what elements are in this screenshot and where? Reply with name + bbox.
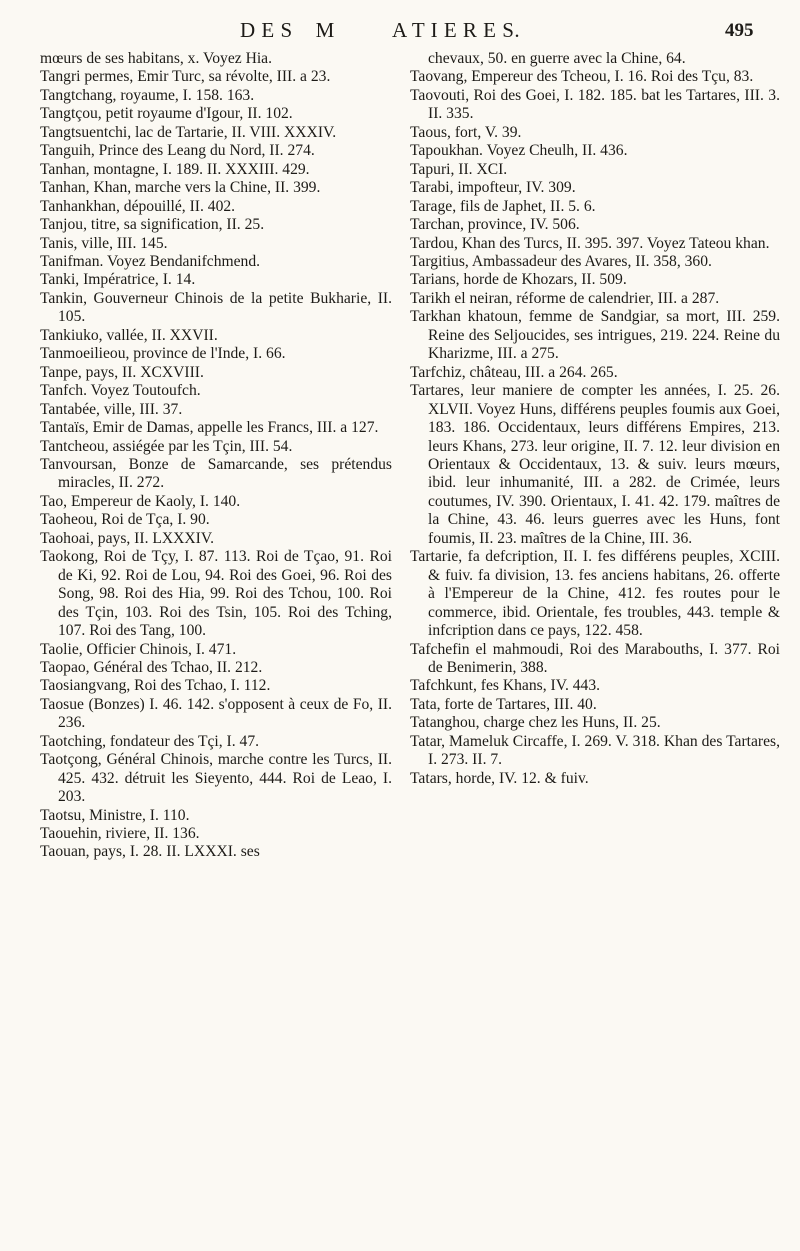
index-entry: Tanhan, Khan, marche vers la Chine, II. 399. [40,179,321,197]
index-entry: Taosue (Bonzes) I. 46. 142. s'opposent à ceux de Fo, II. 236. [40,695,392,732]
index-entry: Taolie, Officier Chinois, I. 471. [40,640,237,658]
index-entry: Tanifman. Voyez Bendanifchmend. [40,252,261,270]
running-header [0,8,800,48]
index-column-right [410,50,780,788]
index-entry: Taouan, pays, I. 28. II. LXXXI. ses [40,843,260,861]
index-entry: Tarians, horde de Khozars, II. 509. [410,271,627,289]
index-entry: Tarkhan khatoun, femme de Sandgiar, sa mort, III. 259. Reine des Seljoucides, ses intrigues, 219. 224. Reine du Kharizme, III. a 275. [410,308,780,363]
index-entry: Tarage, fils de Japhet, II. 5. 6. [410,197,596,215]
index-entry: Tartarie, fa defcription, II. I. fes différens peuples, XCIII. & fuiv. fa division, 13. fes anciens habitans, 26. offerte à l'Empereur de la Chine, 412. fes routes pour le commerce, ibid. Orientale, fes troubles, 443. temple & infcription dans ce pays, 122. 458. [410,548,780,640]
index-entry: Tapoukhan. Voyez Cheulh, II. 436. [410,142,628,160]
index-entry: Tanhankhan, dépouillé, II. 402. [40,197,236,215]
index-entry: Tartares, leur maniere de compter les années, I. 25. 26. XLVII. Voyez Huns, différens peuples foumis aux Goei, 183. 186. Occidentaux, leurs différens Empires, 213. leurs Khans, 273. leur origine, II. 7. 12. leur division en Orientaux & Occidentaux, 13. & suiv. leurs mœurs, ibid. leur inhumanité, III. a 282. de Crimée, leurs coutumes, IV. 390. Orientaux, I. 41. 42. 179. maîtres de la Chine, 43. 46. leurs guerres avec les Huns, font foumis, II. 23. maîtres de la Chine, III. 36. [410,382,780,547]
page-number: 495 [725,20,754,41]
index-entry: Tarfchiz, château, III. a 264. 265. [410,363,618,381]
index-entry: Tanpe, pays, II. XCXVIII. [40,363,204,381]
index-entry: Tantabée, ville, III. 37. [40,400,183,418]
index-column-left [40,50,392,862]
index-entry: Tanjou, titre, sa signification, II. 25. [40,216,265,234]
index-entry: Tantaïs, Emir de Damas, appelle les Francs, III. a 127. [40,419,379,437]
index-entry: Targitius, Ambassadeur des Avares, II. 358, 360. [410,252,712,270]
index-entry: Taovang, Empereur des Tcheou, I. 16. Roi des Tçu, 83. [410,68,754,86]
index-entry: Tankin, Gouverneur Chinois de la petite Bukharie, II. 105. [40,289,392,326]
index-entry-continuation: chevaux, 50. en guerre avec la Chine, 64. [428,50,686,67]
index-entry: Tankiuko, vallée, II. XXVII. [40,326,218,344]
index-entry: Tarikh el neiran, réforme de calendrier, III. a 287. [410,289,720,307]
index-entry: Taotçong, Général Chinois, marche contre les Turcs, II. 425. 432. détruit les Sieyento, 444. Roi de Leao, I. 203. [40,751,392,806]
index-entry: Tapuri, II. XCI. [410,160,508,178]
index-entry: Tangtchang, royaume, I. 158. 163. [40,86,255,104]
index-entry: Taovouti, Roi des Goei, I. 182. 185. bat les Tartares, III. 3. II. 335. [410,86,780,123]
index-entry: Taosiangvang, Roi des Tchao, I. 112. [40,677,271,695]
index-entry: Tao, Empereur de Kaoly, I. 140. [40,492,241,510]
header-right: A T I E R E S. [392,18,521,42]
index-entry: Taouehin, riviere, II. 136. [40,825,200,843]
index-entry: Tangri permes, Emir Turc, sa révolte, III. a 23. [40,68,331,86]
index-entry: Tanmoeilieou, province de l'Inde, I. 66. [40,345,286,363]
index-entry: Taohoai, pays, II. LXXXIV. [40,529,215,547]
index-entry: Tardou, Khan des Turcs, II. 395. 397. Voyez Tateou khan. [410,234,770,252]
index-entry: Tatar, Mameluk Circaffe, I. 269. V. 318. Khan des Tartares, I. 273. II. 7. [410,732,780,769]
index-entry: Taotsu, Ministre, I. 110. [40,806,190,824]
index-entry: Taoheou, Roi de Tça, I. 90. [40,511,210,529]
index-entry: Tanki, Impératrice, I. 14. [40,271,196,289]
index-entry: Tantcheou, assiégée par les Tçin, III. 54. [40,437,293,455]
index-entry: Tafchkunt, fes Khans, IV. 443. [410,677,601,695]
index-entry: Tangtsuentchi, lac de Tartarie, II. VIII. XXXIV. [40,123,337,141]
index-entry: Tata, forte de Tartares, III. 40. [410,695,597,713]
index-entry: Tanfch. Voyez Toutoufch. [40,382,201,400]
index-entry: Tarchan, province, IV. 506. [410,216,580,234]
index-entry: Tatars, horde, IV. 12. & fuiv. [410,769,589,787]
index-entry: Tanguih, Prince des Leang du Nord, II. 274. [40,142,315,160]
index-entry: Tafchefin el mahmoudi, Roi des Marabouths, I. 377. Roi de Benimerin, 388. [410,640,780,676]
index-entry: Tanhan, montagne, I. 189. II. XXXIII. 429. [40,160,310,178]
index-entry: mœurs de ses habitans, x. Voyez Hia. [40,50,272,67]
index-entry: Tarabi, impofteur, IV. 309. [410,179,576,197]
header-left: D E S M [240,18,335,42]
index-entry: Taotching, fondateur des Tçi, I. 47. [40,732,260,750]
index-entry: Tanis, ville, III. 145. [40,234,168,252]
index-entry: Taokong, Roi de Tçy, I. 87. 113. Roi de Tçao, 91. Roi de Ki, 92. Roi de Lou, 94. Roi des Goei, 96. Roi des Song, 98. Roi des Hia, 99. Roi des Tchou, 100. Roi des Tçin, 103. Roi des Tsin, 105. Roi des Tching, 107. Roi des Tang, 100. [40,548,392,640]
index-entry: Taopao, Général des Tchao, II. 212. [40,658,263,676]
index-entry: Tatanghou, charge chez les Huns, II. 25. [410,714,661,732]
index-entry: Taous, fort, V. 39. [410,123,522,141]
index-entry: Tanvoursan, Bonze de Samarcande, ses prétendus miracles, II. 272. [40,455,392,492]
index-entry: Tangtçou, petit royaume d'Igour, II. 102. [40,105,293,123]
